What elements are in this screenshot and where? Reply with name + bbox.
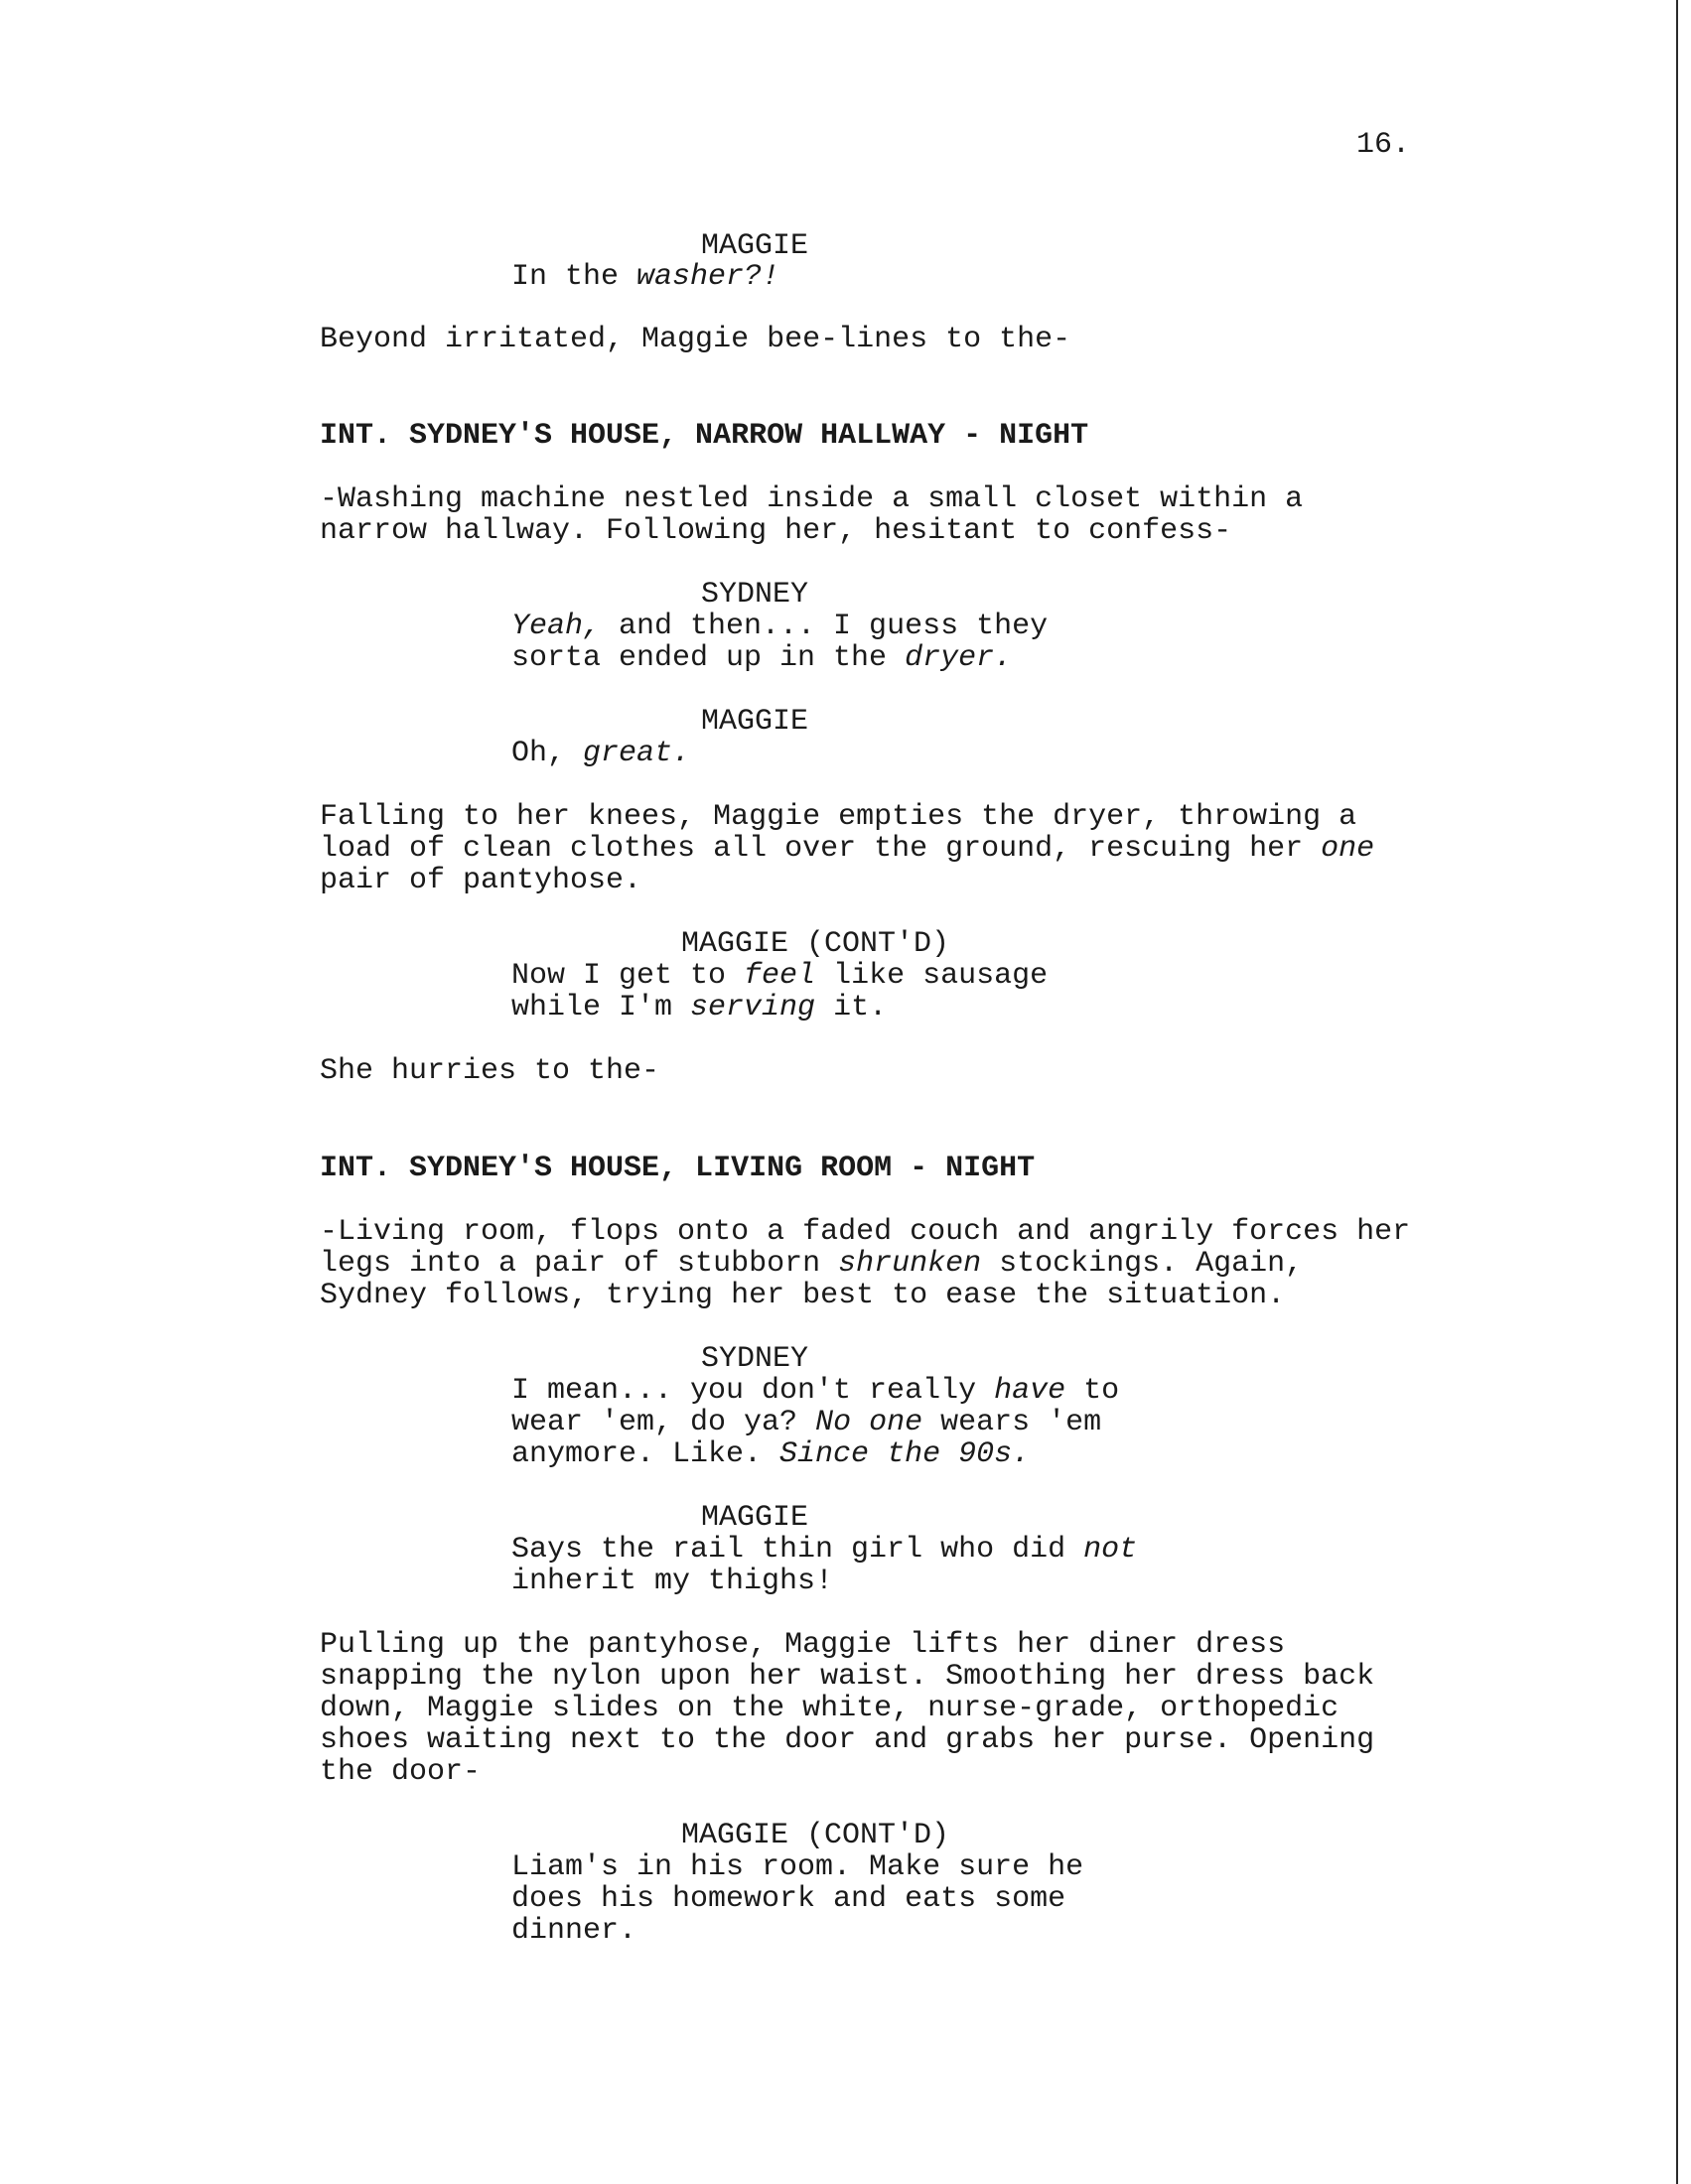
dialogue-line [511,1534,1137,1566]
action-line [320,1055,659,1087]
text-run: shoes waiting next to the door and grabs her purse. Opening [320,1723,1375,1757]
text-run: inherit my thighs! [511,1565,834,1598]
action-line [320,865,641,896]
action-line [320,1248,1303,1280]
character-name: MAGGIE (CONT'D) [681,1819,950,1852]
text-run: legs into a pair of stubborn [320,1247,839,1281]
text-run: load of clean clothes all over the ground, rescuing her [320,832,1322,866]
action-line [320,1629,1285,1661]
text-run: Oh, [511,737,584,770]
text-run: -Washing machine nestled inside a small closet within a [320,482,1304,516]
text-run: to [1065,1374,1120,1408]
text-run: She hurries to the- [320,1054,660,1088]
text-run: snapping the nylon upon her waist. Smoothing her dress back [320,1660,1375,1694]
dialogue-line [511,261,779,293]
emphasis-text: No one [815,1406,923,1439]
emphasis-text: serving [690,991,816,1024]
dialogue-line [511,1566,833,1597]
text-run: wears 'em [922,1406,1102,1439]
page-number: 16. [1356,128,1411,162]
text-run: wear 'em, do ya? [511,1406,816,1439]
character-name: SYDNEY [701,1342,809,1376]
text-run: stockings. Again, [981,1247,1304,1281]
character-name: MAGGIE [701,229,809,263]
action-line [320,833,1374,865]
text-run: narrow hallway. Following her, hesitant to confess- [320,514,1232,548]
dialogue-line [511,1375,1119,1407]
text-run: -Living room, flops onto a faded couch and angrily forces her [320,1215,1411,1249]
text-run: like sausage [815,959,1049,993]
emphasis-text: shrunken [838,1247,982,1281]
dialogue-line [511,992,887,1024]
character-name: SYDNEY [701,578,809,612]
action-line [320,1756,481,1788]
action-line [320,1280,1285,1311]
character-name: MAGGIE (CONT'D) [681,927,950,961]
emphasis-text: not [1083,1533,1138,1567]
scene-heading: INT. SYDNEY'S HOUSE, NARROW HALLWAY - NIGHT [320,419,1089,453]
dialogue-line [511,642,1012,674]
emphasis-text: have [994,1374,1066,1408]
text-run: dinner. [511,1914,637,1948]
text-run: down, Maggie slides on the white, nurse-grade, orthopedic [320,1692,1339,1725]
text-run: pair of pantyhose. [320,864,642,897]
emphasis-text: great. [583,737,691,770]
dialogue-line [511,1438,1030,1470]
dialogue-line [511,960,1048,992]
text-run: does his homework and eats some [511,1882,1066,1916]
action-line [320,324,1070,355]
emphasis-text: Since the 90s. [779,1437,1031,1471]
text-run: anymore. Like. [511,1437,780,1471]
text-run: In the [511,260,637,294]
action-line [320,515,1231,547]
text-run: sorta ended up in the [511,641,906,675]
text-run: Liam's in his room. Make sure he [511,1850,1084,1884]
dialogue-line [511,1851,1083,1883]
scene-heading: INT. SYDNEY'S HOUSE, LIVING ROOM - NIGHT [320,1152,1036,1185]
text-run: Beyond irritated, Maggie bee-lines to the- [320,323,1071,356]
text-run: Pulling up the pantyhose, Maggie lifts her diner dress [320,1628,1286,1662]
dialogue-line [511,1883,1065,1915]
action-line [320,1693,1339,1724]
text-run: Sydney follows, trying her best to ease the situation. [320,1279,1286,1312]
action-line [320,1724,1374,1756]
character-name: MAGGIE [701,705,809,739]
action-line [320,1216,1410,1248]
emphasis-text: dryer. [905,641,1013,675]
text-run: I mean... you don't really [511,1374,995,1408]
action-line [320,801,1356,833]
text-run: it. [815,991,888,1024]
dialogue-line [511,738,690,769]
action-line [320,1661,1374,1693]
emphasis-text: feel [744,959,816,993]
text-run: Falling to her knees, Maggie empties the dryer, throwing a [320,800,1357,834]
dialogue-line [511,611,1048,642]
text-run: Now I get to [511,959,745,993]
dialogue-line [511,1407,1101,1438]
emphasis-text: Yeah, [511,610,602,643]
action-line [320,483,1303,515]
dialogue-line [511,1915,636,1947]
text-run: the door- [320,1755,482,1789]
text-run: and then... I guess they [601,610,1049,643]
text-run: Says the rail thin girl who did [511,1533,1084,1567]
emphasis-text: one [1321,832,1375,866]
page-edge-line [1676,0,1678,2184]
emphasis-text: washer?! [636,260,780,294]
character-name: MAGGIE [701,1501,809,1535]
text-run: while I'm [511,991,691,1024]
